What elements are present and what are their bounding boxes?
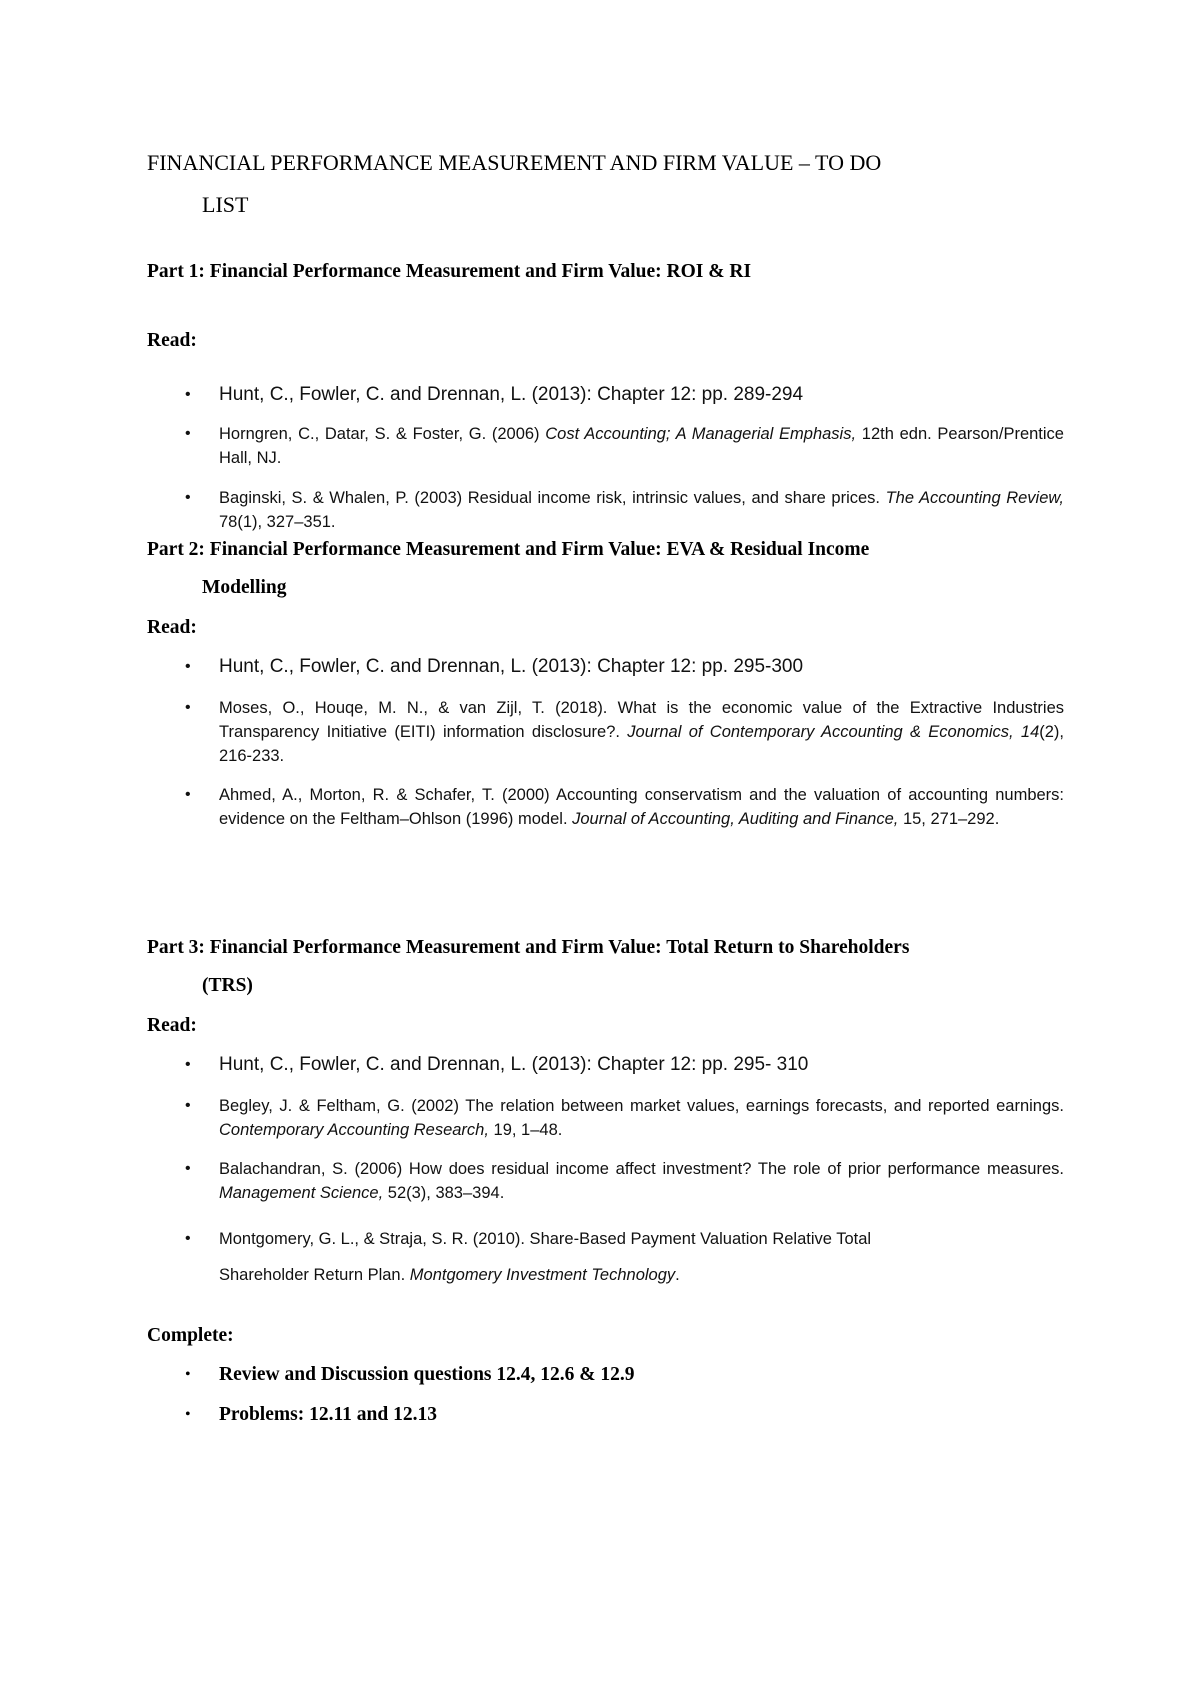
reference-journal: Journal of Contemporary Accounting & Economics, 14 xyxy=(627,723,1040,741)
bullet-icon: • xyxy=(185,1056,191,1073)
list-item: • Hunt, C., Fowler, C. and Drennan, L. (2013): Chapter 12: pp. 295- 310 xyxy=(147,1052,1064,1078)
part-2-read-label: Read: xyxy=(147,617,197,638)
part-3-reading-list xyxy=(147,1052,1064,1293)
list-item: • Begley, J. & Feltham, G. (2002) The relation between market values, earnings forecasts, and reported earnings. Contemporary Accounting Research, 19, 1–48. xyxy=(147,1094,1064,1142)
part-1-heading: Part 1: Financial Performance Measurement and Firm Value: ROI & RI xyxy=(147,261,752,282)
part-1-reading-list xyxy=(147,382,1064,534)
list-item: • Baginski, S. & Whalen, P. (2003) Residual income risk, intrinsic values, and share prices. The Accounting Review, 78(1), 327–351. xyxy=(147,486,1064,534)
list-item: • Ahmed, A., Morton, R. & Schafer, T. (2000) Accounting conservatism and the valuation of accounting numbers: evidence on the Feltham–Ohlson (1996) model. Journal of Accounting, Auditing and Finance, 15, 271–292. xyxy=(147,783,1064,831)
list-item: • Problems: 12.11 and 12.13 xyxy=(147,1402,1064,1428)
document-title xyxy=(147,142,1047,226)
bullet-icon: • xyxy=(185,1406,191,1423)
document-title-line-1: FINANCIAL PERFORMANCE MEASUREMENT AND FIRM VALUE – TO DO xyxy=(147,150,882,175)
bullet-icon: • xyxy=(185,658,191,675)
document-title-line-2: LIST xyxy=(202,192,249,217)
complete-task-list xyxy=(147,1362,1064,1428)
reference-title: Cost Accounting; A Managerial Emphasis, xyxy=(545,425,857,443)
part-2-heading: Part 2: Financial Performance Measurement and Firm Value: EVA & Residual Income Modelling xyxy=(147,539,870,598)
bullet-icon: • xyxy=(185,1160,191,1177)
list-item: • Balachandran, S. (2006) How does residual income affect investment? The role of prior performance measures. Management Science, 52(3), 383–394. xyxy=(147,1157,1064,1205)
bullet-icon: • xyxy=(185,386,191,403)
part-3-read-label: Read: xyxy=(147,1015,197,1036)
reference-journal: Journal of Accounting, Auditing and Finance, xyxy=(572,810,899,828)
bullet-icon: • xyxy=(185,1230,191,1247)
list-item: • Hunt, C., Fowler, C. and Drennan, L. (2013): Chapter 12: pp. 289-294 xyxy=(147,382,1064,408)
list-item: • Horngren, C., Datar, S. & Foster, G. (2006) Cost Accounting; A Managerial Emphasis, 12th edn. Pearson/Prentice Hall, NJ. xyxy=(147,422,1064,470)
bullet-icon: • xyxy=(185,425,191,442)
part-3-heading: Part 3: Financial Performance Measurement and Firm Value: Total Return to Shareholders (TRS) xyxy=(147,937,910,996)
reference-journal: The Accounting Review, xyxy=(885,489,1064,507)
bullet-icon: • xyxy=(185,786,191,803)
list-item: • Review and Discussion questions 12.4, 12.6 & 12.9 xyxy=(147,1362,1064,1388)
complete-label: Complete: xyxy=(147,1325,234,1346)
list-item: • Hunt, C., Fowler, C. and Drennan, L. (2013): Chapter 12: pp. 295-300 xyxy=(147,654,1064,680)
part-2-reading-list xyxy=(147,654,1064,831)
reference-journal: Contemporary Accounting Research, xyxy=(219,1121,489,1139)
bullet-icon: • xyxy=(185,489,191,506)
list-item: • Montgomery, G. L., & Straja, S. R. (2010). Share-Based Payment Valuation Relative Total Shareholder Return Plan. Montgomery Investment Technology. xyxy=(147,1221,1064,1293)
reference-source: Montgomery Investment Technology xyxy=(409,1266,676,1284)
part-1-read-label: Read: xyxy=(147,330,197,351)
bullet-icon: • xyxy=(185,699,191,716)
list-item: • Moses, O., Houqe, M. N., & van Zijl, T. (2018). What is the economic value of the Extractive Industries Transparency Initiative (EITI) information disclosure?. Journal of Contemporary Accounting & Economics, 14(2), 216-233. xyxy=(147,696,1064,768)
bullet-icon: • xyxy=(185,1366,191,1383)
reference-journal: Management Science, xyxy=(219,1184,384,1202)
bullet-icon: • xyxy=(185,1097,191,1114)
